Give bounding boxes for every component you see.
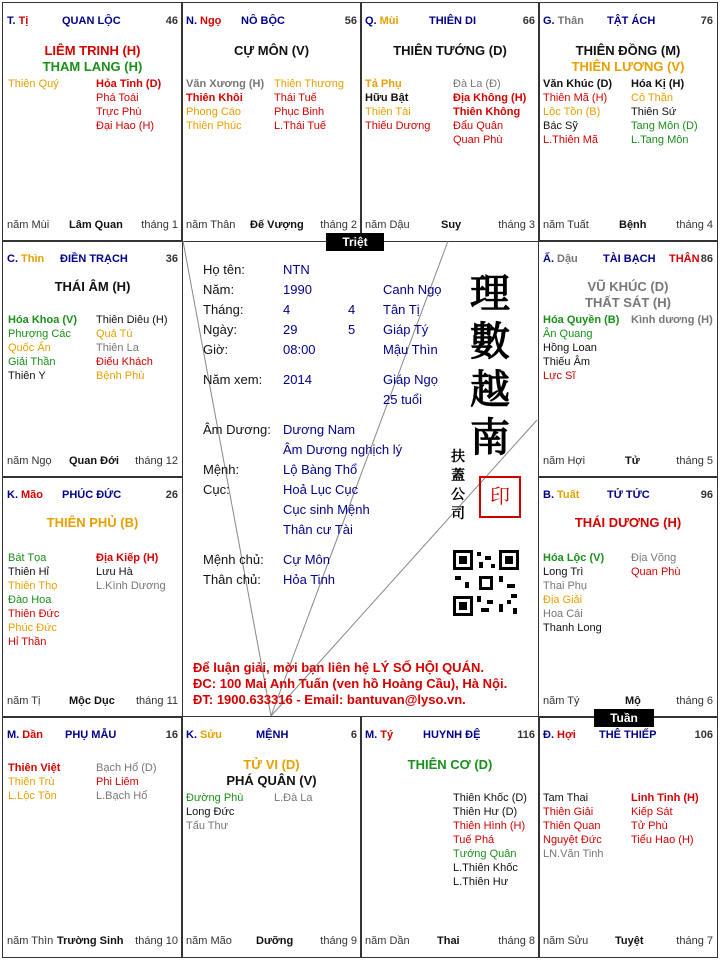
minor-star: L.Thiên Hư [453,876,509,888]
palace-branch: Mùi [379,15,399,27]
minor-star: L.Tang Môn [631,134,689,146]
nam-label: Năm: [203,282,235,297]
palace-house-name: PHỤ MẪU [65,729,117,741]
palace-stem: K. [7,489,18,501]
minor-star: Văn Xương (H) [186,78,265,90]
palace-branch: Thân [557,15,584,27]
palace-life-stage: Dưỡng [256,935,294,947]
palace-stem: T. [7,15,16,27]
menh-chu-value: Cự Môn [283,552,330,567]
palace-year: năm Mão [186,935,232,947]
cuc-value: Hoả Lục Cục [283,482,359,497]
minor-star: Thiên Thọ [8,580,58,592]
am-duong-label: Âm Dương: [203,422,271,437]
palace-branch: Ngọ [200,15,222,27]
than-marker: THÂN [669,253,700,265]
minor-star: Thiên Mã (H) [543,92,608,104]
main-star: PHÁ QUÂN (V) [226,773,317,788]
minor-star: Quốc Ấn [8,342,51,354]
minor-star: Tiểu Hao (H) [631,834,694,846]
minor-star: Hữu Bật [365,92,409,104]
minor-star: Bát Tọa [8,552,47,564]
main-star: THIÊN ĐỒNG (M) [575,43,681,58]
palace-year: năm Dậu [365,219,410,231]
palace-month: tháng 3 [498,219,535,231]
palace-month: tháng 1 [141,219,178,231]
palace-house-name: TÀI BẠCH [603,253,656,265]
minor-star: Tam Thai [543,792,589,804]
palace-life-stage: Thai [437,935,460,947]
palace-age: 56 [344,15,357,27]
palace-life-stage: Tử [625,455,640,467]
palace-year: năm Mùi [7,219,50,231]
palace-branch: Tý [380,729,394,741]
main-star: THAM LANG (H) [42,59,143,74]
palace-age: 6 [350,729,357,741]
ngay-can-chi: Giáp Tý [383,322,429,337]
palace-year: năm Ngọ [7,455,52,467]
palace-branch: Thìn [21,253,45,265]
minor-star: Cô Thần [631,92,673,104]
minor-star: L.Đà La [274,792,313,804]
qr-code-icon[interactable] [451,548,521,618]
minor-star: L.Thiên Khốc [453,862,518,874]
minor-star: Thiên Đức [8,608,60,620]
minor-star: L.Thái Tuế [274,120,326,132]
palace-age: 96 [700,489,713,501]
minor-star: Địa Không (H) [453,92,527,104]
palace-life-stage: Bệnh [619,219,647,231]
palace-branch: Dậu [557,253,578,265]
palace-stem: K. [186,729,197,741]
minor-star: Thiên Thương [274,78,345,90]
main-star: THÁI DƯƠNG (H) [574,515,682,530]
minor-star: Địa Kiếp (H) [96,552,159,564]
minor-star: Hồng Loan [543,342,597,354]
main-star: LIÊM TRINH (H) [44,43,141,58]
palace-stem: G. [543,15,555,27]
main-star: VŨ KHÚC (D) [587,279,669,294]
palace-month: tháng 6 [676,695,713,707]
than-cu: Thân cư Tài [283,522,353,537]
palace-life-stage: Suy [441,219,462,231]
palace-year: năm Tị [7,695,41,707]
palace-stem: B. [543,489,554,501]
minor-star: Lực Sĩ [543,370,576,382]
sub-calligraphy [449,448,467,524]
palace-year: năm Thân [186,219,236,231]
palace-age: 66 [522,15,535,27]
menh-chu-label: Mệnh chủ: [203,552,264,567]
minor-star: Đại Hao (H) [96,120,155,132]
minor-star: Thiên Hỉ [8,566,49,578]
minor-star: Hỉ Thần [8,636,47,648]
minor-star: Long Đức [186,806,235,818]
palace-branch: Tuất [557,489,580,501]
minor-star: Phượng Các [8,328,71,340]
palace-age: 36 [165,253,178,265]
minor-star: Kình dương (H) [631,314,713,326]
palace-house-name: PHÚC ĐỨC [62,489,122,501]
main-star: TỬ VI (D) [243,757,300,772]
minor-star: Phục Binh [274,106,325,118]
palace-age: 46 [165,15,178,27]
palace-stem: Q. [365,15,377,27]
palace-house-name: MỆNH [256,729,289,741]
palace-age: 106 [694,729,713,741]
minor-star: Bạch Hổ (D) [96,762,157,774]
palace-age: 16 [165,729,178,741]
minor-star: Thiên Sứ [631,106,677,118]
minor-star: Thiên Hình (H) [453,820,526,832]
minor-star: Hóa Lộc (V) [543,552,605,564]
palace-month: tháng 4 [676,219,713,231]
minor-star: Tả Phụ [365,78,402,90]
ho-ten-label: Họ tên: [203,262,245,277]
minor-star: Tuế Phá [453,834,495,846]
main-star: CỰ MÔN (V) [233,43,310,58]
palace-house-name: NÔ BỘC [241,15,285,27]
palace-life-stage: Mộc Dục [69,695,115,707]
minor-star: Phá Toái [96,92,139,104]
minor-star: Quả Tú [96,328,133,340]
than-chu-label: Thân chủ: [203,572,261,587]
minor-star: Hỏa Tinh (D) [96,78,162,90]
palace-house-name: TẬT ÁCH [607,15,656,27]
thang-lunar: 4 [348,302,356,317]
minor-star: Đào Hoa [8,594,52,606]
minor-star: Linh Tinh (H) [631,792,699,804]
minor-star: Thiên Diêu (H) [96,314,168,326]
palace-year: năm Thìn [7,935,54,947]
ngay-lunar: 5 [348,322,356,337]
minor-star: Thiếu Âm [543,356,591,368]
menh-value: Lộ Bàng Thổ [283,462,358,477]
main-star: THIÊN CƠ (D) [407,757,493,772]
minor-star: Thiên Giải [543,806,594,818]
palace-branch: Dần [22,729,44,741]
am-duong-value: Dương Nam [283,422,356,437]
contact-phone-email: ĐT: 1900.633316 - Email: bantuvan@lyso.vn. [193,692,466,707]
minor-star: Hóa Quyền (B) [543,314,620,326]
palace-stem: Đ. [543,729,554,741]
palace-branch: Sửu [200,729,223,741]
minor-star: Thai Phụ [543,580,588,592]
minor-star: Quan Phù [631,566,681,578]
tuan-marker: Tuần [594,709,654,727]
nam-xem-value: 2014 [283,372,312,387]
minor-star: Thiên Trù [8,776,55,788]
palace-stem: M. [365,729,378,741]
palace-year: năm Tuất [543,219,589,231]
palace-house-name: TỬ TỨC [607,489,650,501]
palace-stem: C. [7,253,18,265]
minor-star: Phong Cáo [186,106,242,118]
minor-star: Lưu Hà [96,566,133,578]
minor-star: Kiếp Sát [631,806,673,818]
palace-month: tháng 5 [676,455,713,467]
contact-line-1: Để luận giải, mời bạn liên hệ LÝ SỐ HỘI QUÁN. [193,660,484,675]
palace-year: năm Hợi [543,455,586,467]
nam-xem-label: Năm xem: [203,372,263,387]
minor-star: Ân Quang [543,328,593,340]
gio-value: 08:00 [283,342,316,357]
thang-value: 4 [283,302,291,317]
calligraphy-char: 理 [470,270,510,317]
minor-star: Thiên Quý [8,78,59,90]
palace-month: tháng 10 [135,935,178,947]
palace-age: 116 [517,729,535,741]
minor-star: Thiên Khốc (D) [453,792,527,804]
palace-house-name: ĐIỀN TRẠCH [60,253,128,265]
sub-char: 扶 [451,449,465,465]
center-info [181,240,537,716]
palace-year: năm Tý [543,695,580,707]
minor-star: Trực Phù [96,106,142,118]
minor-star: Thiên Không [453,106,521,118]
calligraphy-char: 越 [470,366,510,413]
minor-star: Thiên Tài [365,106,411,118]
ngay-value: 29 [283,322,298,337]
minor-star: L.Kình Dương [96,580,166,592]
menh-label: Mệnh: [203,462,240,477]
minor-star: Long Trì [543,566,584,578]
main-star: THÁI ÂM (H) [54,279,131,294]
palace-life-stage: Trường Sinh [57,935,124,947]
thang-can-chi: Tân Tị [383,302,420,317]
minor-star: Địa Võng [631,552,677,564]
minor-star: Đà La (Đ) [453,78,501,90]
gio-label: Giờ: [203,342,229,357]
minor-star: Thiên Quan [543,820,601,832]
palace-year: năm Sửu [543,935,589,947]
palace-life-stage: Lâm Quan [69,219,123,231]
palace-life-stage: Đế Vượng [250,219,304,231]
calligraphy-char: 數 [470,318,510,365]
palace-month: tháng 12 [135,455,178,467]
palace-house-name: THIÊN DI [429,15,477,27]
minor-star: L.Bạch Hổ [96,790,148,802]
thang-label: Tháng: [203,302,244,317]
minor-star: Phi Liêm [96,776,139,788]
palace-stem: N. [186,15,197,27]
minor-star: Tang Môn (D) [631,120,698,132]
main-star: THIÊN LƯƠNG (V) [571,59,685,74]
ho-ten-value: NTN [283,262,310,277]
palace-life-stage: Quan Đới [69,455,119,467]
palace-age: 26 [165,489,178,501]
minor-star: L.Thiên Mã [543,134,599,146]
tuoi-value: 25 tuổi [383,392,423,407]
palace-stem: Ấ. [543,253,554,265]
ngay-label: Ngày: [203,322,237,337]
sub-char: 司 [451,506,465,522]
minor-star: Tấu Thư [186,820,229,832]
palace-branch: Mão [21,489,43,501]
palace-year: năm Dần [365,935,410,947]
minor-star: Hoa Cái [543,608,583,620]
minor-star: Bác Sỹ [543,120,578,132]
main-star: THIÊN PHỦ (B) [46,515,139,530]
palace-branch: Hợi [557,729,576,741]
palace-life-stage: Mộ [625,695,641,707]
palace-month: tháng 7 [676,935,713,947]
palace-house-name: THÊ THIẾP [599,729,657,741]
minor-star: Tử Phù [631,820,668,832]
minor-star: Nguyệt Đức [543,834,602,846]
minor-star: Văn Khúc (D) [543,78,613,90]
minor-star: Đẩu Quân [453,120,504,132]
palace-age: 86 [700,253,713,265]
calligraphy-char: 南 [470,414,510,461]
minor-star: Thiên La [96,342,139,354]
main-star: THẤT SÁT (H) [585,295,671,310]
minor-star: Thiên Y [8,370,46,382]
minor-star: Địa Giải [543,594,583,606]
contact-address: ĐC: 100 Mai Anh Tuấn (ven hồ Hoàng Cầu), Hà Nội. [193,676,508,691]
minor-star: Thiên Việt [8,762,61,774]
minor-star: Thiên Phúc [186,120,242,132]
minor-star: Tướng Quân [453,848,517,860]
sub-char: 公 [451,487,465,503]
minor-star: Bệnh Phù [96,370,145,382]
minor-star: Giải Thần [8,356,56,368]
minor-star: Hóa Kị (H) [631,78,685,90]
cuc-note: Cục sinh Mệnh [283,502,370,517]
palace-life-stage: Tuyệt [615,935,644,947]
nam-value: 1990 [283,282,312,297]
calligraphy-logo [465,270,515,462]
than-chu-value: Hỏa Tinh [283,572,336,587]
red-seal-icon: 印 [479,476,521,518]
cuc-label: Cục: [203,482,230,497]
minor-star: L.Lộc Tồn [8,790,57,802]
minor-star: Lộc Tồn (B) [543,106,601,118]
minor-star: Đường Phù [186,792,244,804]
palace-age: 76 [700,15,713,27]
triet-marker: Triệt [326,233,384,251]
minor-star: LN.Văn Tinh [543,848,604,860]
palace-month: tháng 9 [320,935,357,947]
gio-can-chi: Mậu Thìn [383,342,438,357]
minor-star: Thiếu Dương [365,120,431,132]
palace-stem: M. [7,729,20,741]
minor-star: Thanh Long [543,622,602,634]
main-star: THIÊN TƯỚNG (D) [393,43,507,58]
minor-star: Hóa Khoa (V) [8,314,78,326]
am-duong-note: Âm Dương nghịch lý [283,442,403,457]
minor-star: Quan Phù [453,134,503,146]
minor-star: Điếu Khách [96,356,153,368]
minor-star: Thái Tuế [274,92,317,104]
palace-house-name: HUYNH ĐỆ [423,729,481,741]
palace-month: tháng 2 [320,219,357,231]
palace-month: tháng 11 [135,695,178,707]
palace-house-name: QUAN LỘC [62,15,121,27]
minor-star: Thiên Hư (D) [453,806,518,818]
palace-branch: Tị [18,15,29,27]
minor-star: Thiên Khôi [186,92,243,104]
sub-char: 蓋 [451,468,465,484]
nam-can-chi: Canh Ngọ [383,282,442,297]
minor-star: Phúc Đức [8,622,57,634]
palace-month: tháng 8 [498,935,535,947]
nam-xem-can-chi: Giáp Ngọ [383,372,438,387]
